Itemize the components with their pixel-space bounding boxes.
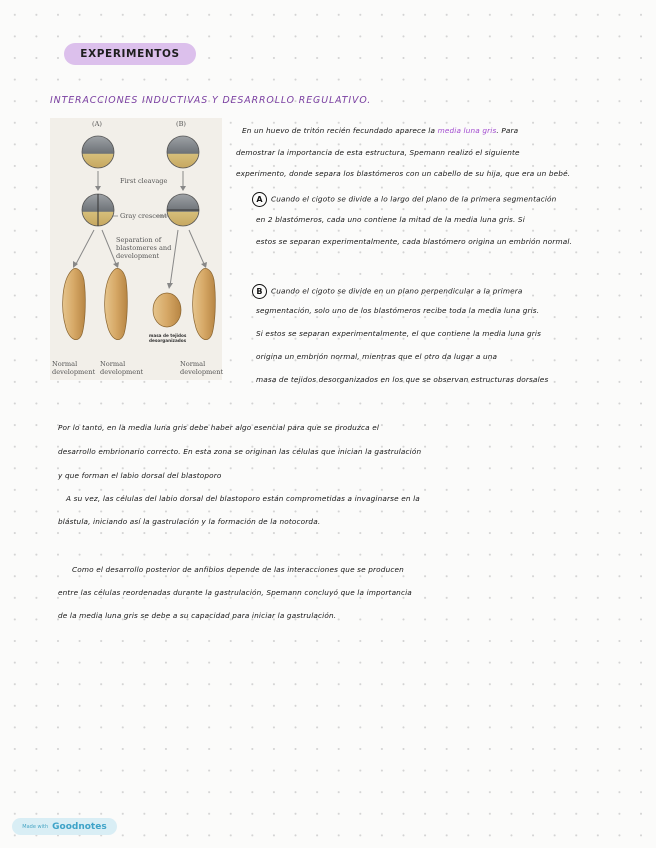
- figure-normal-3: Normal development: [180, 360, 224, 376]
- item-a-line-1: A Cuando el cigoto se divide a lo largo del plano de la primera segmentación: [252, 192, 556, 207]
- figure-first-cleavage: First cleavage: [120, 177, 168, 185]
- item-a-line-3: estos se separan experimentalmente, cada blastómero origina un embrión normal.: [256, 237, 572, 246]
- item-b-line-5: masa de tejidos desorganizados en los que se observan estructuras dorsales: [256, 375, 549, 384]
- para3-line-2: entre las células reordenadas durante la gastrulación, Spemann concluyó que la importancia: [58, 588, 412, 597]
- brand-text: Goodnotes: [52, 821, 107, 832]
- figure-normal-1: Normal development: [52, 360, 96, 376]
- goodnotes-watermark: [12, 818, 117, 835]
- figure-gray-crescent: Gray crescent: [120, 212, 167, 220]
- intro-line-2: demostrar la importancia de esta estructura, Spemann realizó el siguiente: [236, 148, 520, 157]
- gray-crescent-highlight: media luna gris: [437, 126, 497, 135]
- item-b-line-3: Si estos se separan experimentalmente, el que contiene la media luna gris: [256, 329, 542, 338]
- item-a-line-2: en 2 blastómeros, cada uno contiene la mitad de la media luna gris. Si: [256, 215, 525, 224]
- figure-separation-label: Separation of blastomeres and development: [116, 236, 172, 260]
- marker-a: A: [252, 192, 267, 207]
- figure-label-b: (B): [176, 120, 186, 128]
- para3-line-3: de la media luna gris se debe a su capacidad para iniciar la gastrulación.: [58, 611, 337, 620]
- para1-line-3: y que forman el labio dorsal del blastoporo: [58, 471, 222, 480]
- intro-line-1: En un huevo de tritón recién fecundado aparece la media luna gris. Para: [242, 126, 519, 135]
- item-b-line-2: segmentación, solo uno de los blastómeros recibe toda la media luna gris.: [256, 306, 540, 315]
- figure-label-a: (A): [92, 120, 102, 128]
- item-b-line-1: B Cuando el cigoto se divide en un plano perpendicular a la primera: [252, 284, 523, 299]
- para1-line-2: desarrollo embrionario correcto. En esta zona se originan las células que inician la gastrulación: [58, 447, 422, 456]
- marker-b: B: [252, 284, 267, 299]
- figure-mass-label: masa de tejidos desorganizados: [149, 333, 187, 344]
- intro-line-3: experimento, donde separa los blastómeros con un cabello de su hija, que era un bebé.: [236, 169, 571, 178]
- para2-line-1: A su vez, las células del labio dorsal del blastoporo están comprometidas a invaginarse en la: [66, 494, 420, 503]
- made-with-text: Made with: [22, 823, 49, 830]
- para1-line-1: Por lo tanto, en la media luna gris debe haber algo esencial para que se produzca el: [58, 423, 380, 432]
- section-subtitle: INTERACCIONES INDUCTIVAS Y DESARROLLO REGULATIVO.: [50, 95, 372, 106]
- item-b-line-4: origina un embrión normal, mientras que el otro da lugar a una: [256, 352, 498, 361]
- embryo-figure: [50, 118, 222, 380]
- page-title: [64, 43, 196, 65]
- page-title-text: EXPERIMENTOS: [80, 48, 180, 60]
- para2-line-2: blástula, iniciando así la gastrulación y la formación de la notocorda.: [58, 517, 321, 526]
- figure-normal-2: Normal development: [100, 360, 144, 376]
- para3-line-1: Como el desarrollo posterior de anfibios depende de las interacciones que se producen: [72, 565, 404, 574]
